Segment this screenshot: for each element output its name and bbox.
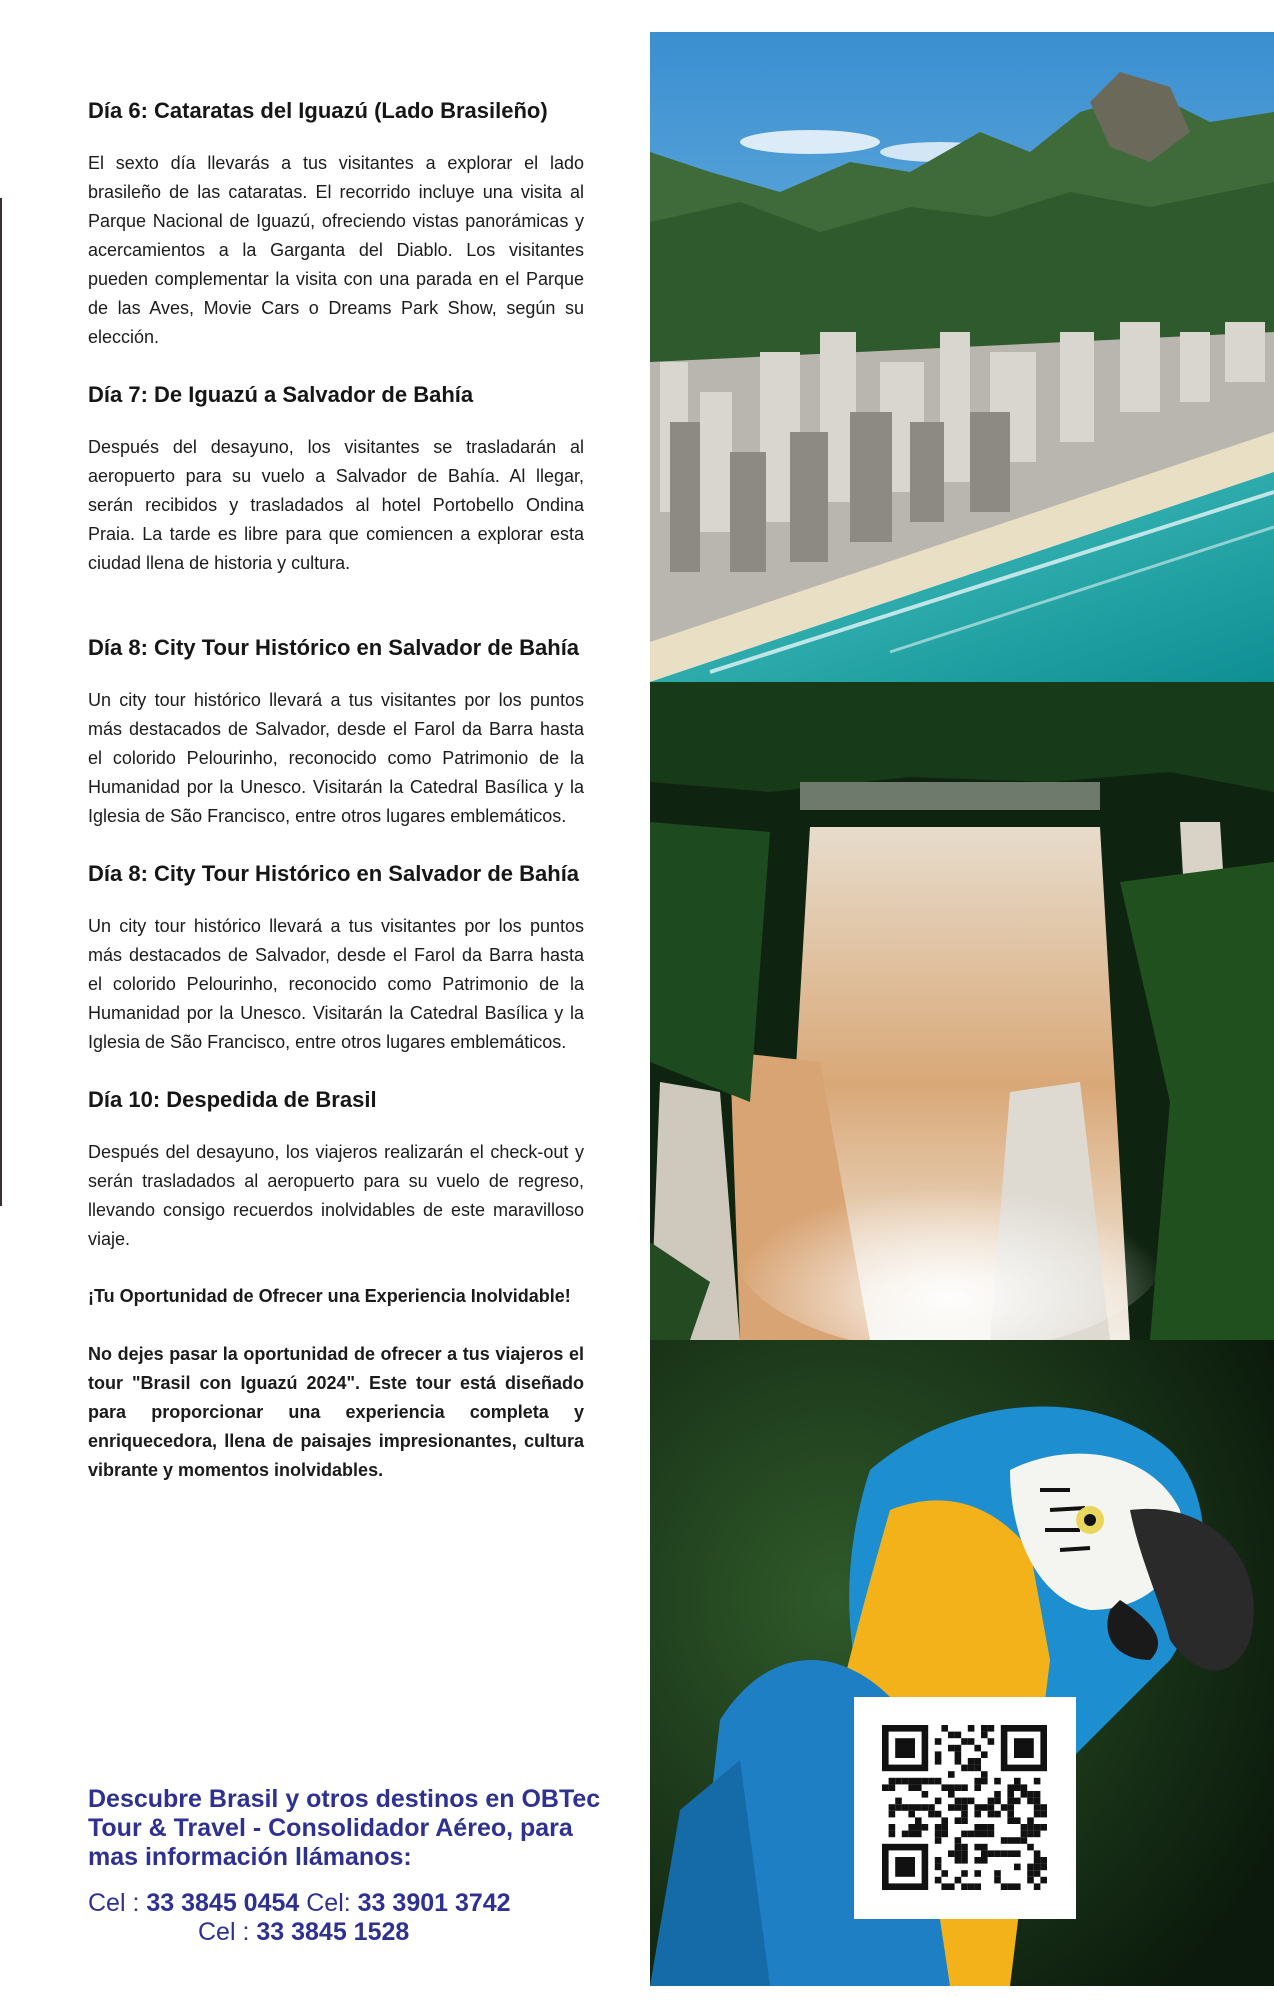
iguazu-falls-photo [650,682,1274,1340]
day8-title-repeat: Día 8: City Tour Histórico en Salvador de Bahía [88,861,580,886]
phone1-label: Cel : [88,1889,147,1917]
qr-code[interactable] [854,1697,1076,1919]
phone2-number[interactable]: 33 3901 3742 [357,1889,511,1917]
day7-title: Día 7: De Iguazú a Salvador de Bahía [88,382,474,407]
day10-text: Después del desayuno, los viajeros realizarán el check-out y serán trasladados al aeropuerto para su vuelo de regreso, llevando consigo recuerdos inolvidables de este maravilloso viaje. [88,1142,584,1249]
closing-body: No dejes pasar la oportunidad de ofrecer a tus viajeros el tour "Brasil con Iguazú 2024". Este tour está diseñado para proporcionar una experiencia completa y enriquecedora, llena de paisajes impresionantes, cultura vibrante y momentos inolvidables. [88,1344,584,1480]
day7-text: Después del desayuno, los visitantes se trasladarán al aeropuerto para su vuelo a Salvador de Bahía. Al llegar, serán recibidos y trasladados al hotel Portobello Ondina Praia. La tarde es libre para que comiencen a explorar esta ciudad llena de historia y cultura. [88,437,584,573]
qr-code-pattern [854,1697,1076,1919]
day10-title: Día 10: Despedida de Brasil [88,1087,377,1112]
phone-list [88,1889,608,1947]
day8-text: Un city tour histórico llevará a tus visitantes por los puntos más destacados de Salvador, desde el Farol da Barra hasta el colorido Pelourinho, reconocido como Patrimonio de la Humanidad por la Unesco. Visitarán la Catedral Basílica y la Iglesia de São Francisco, entre otros lugares emblemáticos. [88,690,584,826]
day8-text-repeat: Un city tour histórico llevará a tus visitantes por los puntos más destacados de Salvador, desde el Farol da Barra hasta el colorido Pelourinho, reconocido como Patrimonio de la Humanidad por la Unesco. Visitarán la Catedral Basílica y la Iglesia de São Francisco, entre otros lugares emblemáticos. [88,916,584,1052]
phone3-label: Cel : [198,1918,257,1946]
contact-block [88,1785,608,1947]
day6-text: El sexto día llevarás a tus visitantes a explorar el lado brasileño de las cataratas. El recorrido incluye una visita al Parque Nacional de Iguazú, ofreciendo vistas panorámicas y acercamientos a la Garganta del Diablo. Los visitantes pueden complementar la visita con una parada en el Parque de las Aves, Movie Cars o Dreams Park Show, según su elección. [88,153,584,347]
phone2-label: Cel: [299,1889,358,1917]
rio-coastline-photo [650,32,1274,682]
page-edge-line [0,198,2,1206]
day6-title: Día 6: Cataratas del Iguazú (Lado Brasileño) [88,98,548,123]
day8-title: Día 8: City Tour Histórico en Salvador de Bahía [88,635,580,660]
itinerary-column [88,96,584,1485]
phone1-number[interactable]: 33 3845 0454 [146,1889,300,1917]
closing-headline: ¡Tu Oportunidad de Ofrecer una Experiencia Inolvidable! [88,1286,571,1306]
contact-cta: Descubre Brasil y otros destinos en OBTec Tour & Travel - Consolidador Aéreo, para mas información llámanos: [88,1785,601,1871]
phone3-number[interactable]: 33 3845 1528 [256,1918,410,1946]
